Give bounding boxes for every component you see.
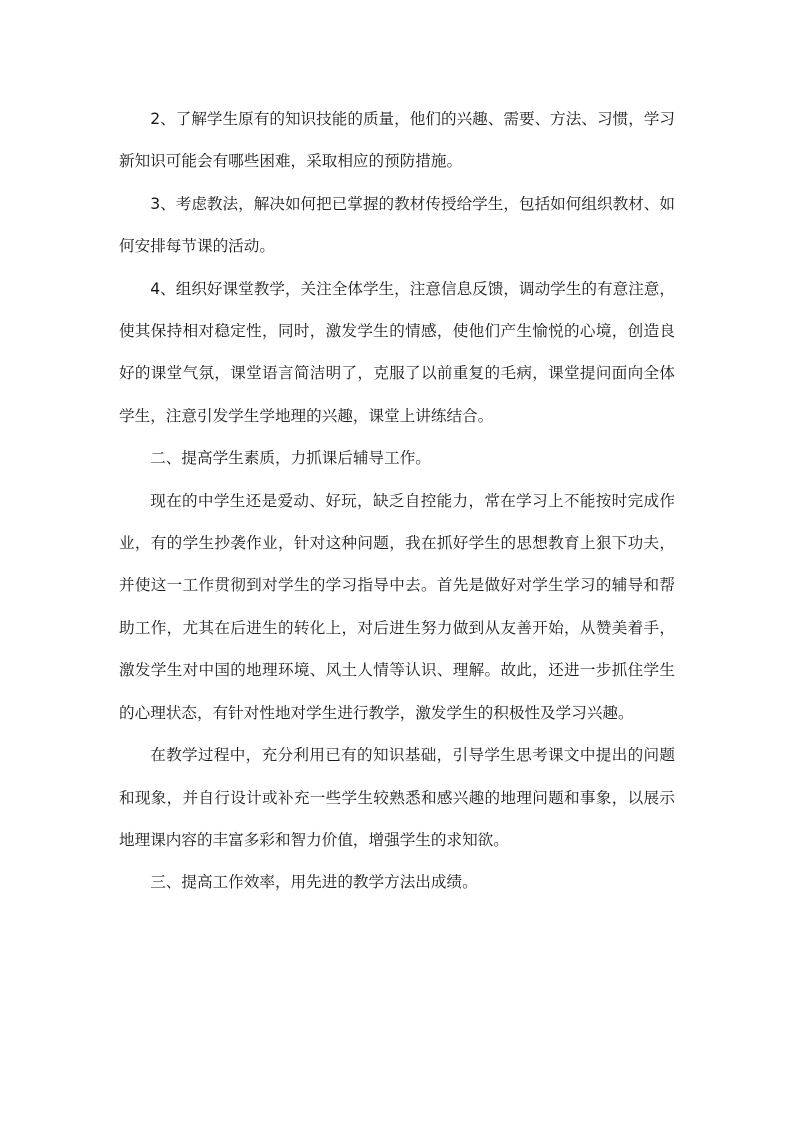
document-body <box>119 98 675 904</box>
paragraph-teaching-process: 在教学过程中，充分利用已有的知识基础，引导学生思考课文中提出的问题和现象，并自行设计或补充一些学生较熟悉和感兴趣的地理问题和事象，以展示地理课内容的丰富多彩和智力价值，增强学生的求知欲。 <box>119 746 675 849</box>
paragraph-point-4: 4、组织好课堂教学，关注全体学生，注意信息反馈，调动学生的有意注意，使其保持相对稳定性，同时，激发学生的情感，使他们产生愉悦的心境，创造良好的课堂气氛，课堂语言简洁明了，克服了以前重复的毛病，课堂提问面向全体学生，注意引发学生学地理的兴趣，课堂上讲练结合。 <box>119 279 675 425</box>
section-heading-3: 三、提高工作效率，用先进的教学方法出成绩。 <box>150 873 478 892</box>
section-heading-2: 二、提高学生素质，力抓课后辅导工作。 <box>150 449 431 468</box>
paragraph-student-guidance: 现在的中学生还是爱动、好玩，缺乏自控能力，常在学习上不能按时完成作业，有的学生抄袭作业，针对这种问题，我在抓好学生的思想教育上狠下功夫，并使这一工作贯彻到对学生的学习指导中去。首先是做好对学生学习的辅导和帮助工作，尤其在后进生的转化上，对后进生努力做到从友善开始，从赞美着手，激发学生对中国的地理环境、风土人情等认识、理解。故此，还进一步抓住学生的心理状态，有针对性地对学生进行教学，激发学生的积极性及学习兴趣。 <box>119 491 675 722</box>
paragraph-point-3: 3、考虑教法，解决如何把已掌握的教材传授给学生，包括如何组织教材、如何安排每节课的活动。 <box>119 194 675 256</box>
paragraph-point-2: 2、了解学生原有的知识技能的质量，他们的兴趣、需要、方法、习惯，学习新知识可能会有哪些困难，采取相应的预防措施。 <box>119 110 675 171</box>
